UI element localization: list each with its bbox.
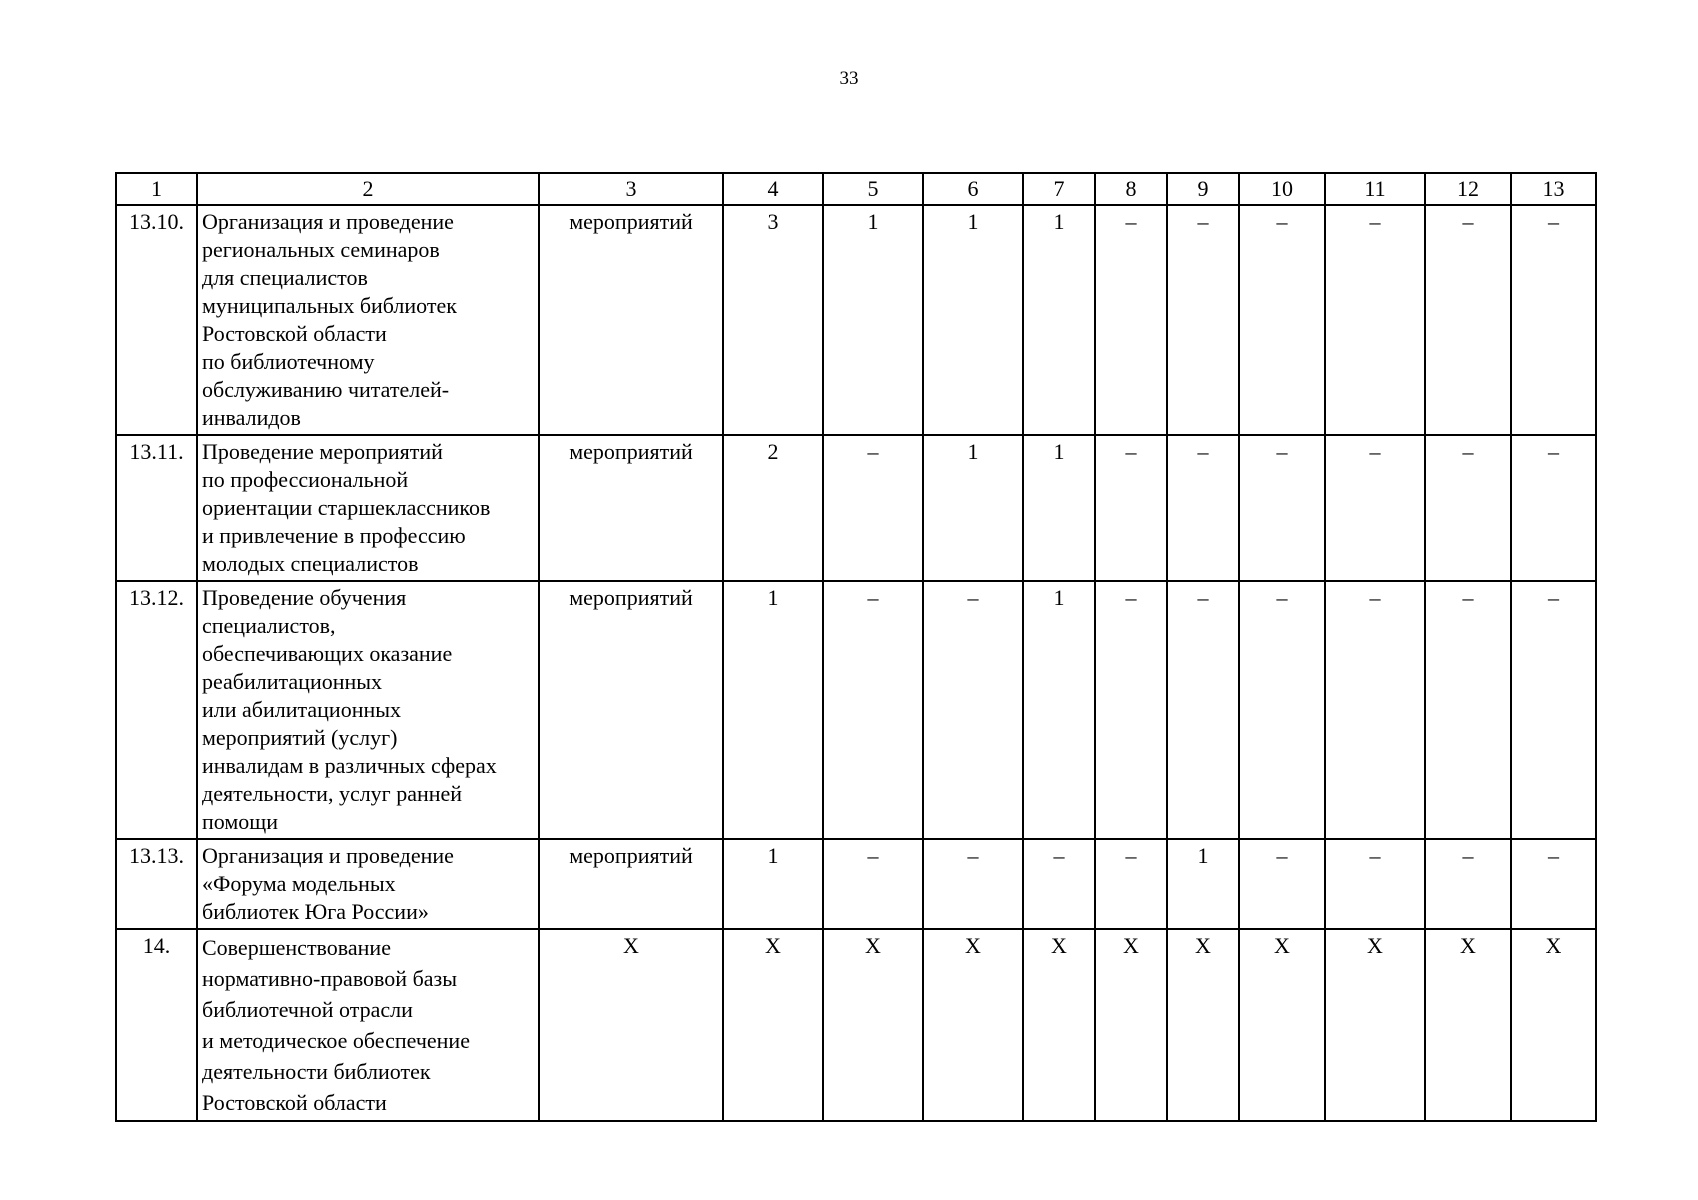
table-row: [116, 435, 1596, 581]
row-value: Х: [723, 929, 823, 1121]
row-name: [197, 839, 539, 929]
row-value: 1: [923, 205, 1023, 435]
row-name: [197, 929, 539, 1121]
row-value: –: [1425, 435, 1511, 581]
row-name-line: библиотечной отрасли: [202, 997, 413, 1022]
row-name-line: деятельности, услуг ранней: [202, 781, 463, 806]
row-name-line: молодых специалистов: [202, 551, 419, 576]
row-value: –: [1325, 435, 1425, 581]
column-header: 11: [1325, 173, 1425, 205]
row-value: 1: [1023, 581, 1095, 839]
row-value: Х: [1239, 929, 1325, 1121]
column-header: 1: [116, 173, 197, 205]
row-value: Х: [1095, 929, 1167, 1121]
row-value: –: [1167, 581, 1239, 839]
column-header: 3: [539, 173, 723, 205]
row-value: 2: [723, 435, 823, 581]
row-name-line: по профессиональной: [202, 467, 409, 492]
row-value: –: [1425, 839, 1511, 929]
row-value: –: [1095, 581, 1167, 839]
column-header: 4: [723, 173, 823, 205]
row-value: –: [1167, 205, 1239, 435]
row-value: Х: [823, 929, 923, 1121]
row-name-line: по библиотечному: [202, 349, 375, 374]
row-name-line: нормативно-правовой базы: [202, 966, 457, 991]
row-value: –: [1239, 435, 1325, 581]
row-value: –: [923, 581, 1023, 839]
row-value: 1: [1167, 839, 1239, 929]
table-row: [116, 205, 1596, 435]
row-name-line: библиотек Юга России»: [202, 899, 429, 924]
row-value: 1: [723, 581, 823, 839]
row-unit: мероприятий: [539, 581, 723, 839]
row-unit: мероприятий: [539, 435, 723, 581]
row-name-line: инвалидов: [202, 405, 301, 430]
row-value: 1: [823, 205, 923, 435]
row-name-line: и методическое обеспечение: [202, 1028, 470, 1053]
table-row: [116, 839, 1596, 929]
row-name: [197, 435, 539, 581]
row-value: 1: [723, 839, 823, 929]
row-name-line: мероприятий (услуг): [202, 725, 398, 750]
row-value: –: [1239, 839, 1325, 929]
row-value: Х: [1023, 929, 1095, 1121]
row-name-line: Совершенствование: [202, 935, 391, 960]
column-header: 5: [823, 173, 923, 205]
row-value: –: [923, 839, 1023, 929]
row-value: Х: [1167, 929, 1239, 1121]
row-value: Х: [923, 929, 1023, 1121]
row-name-line: инвалидам в различных сферах: [202, 753, 497, 778]
row-value: Х: [1511, 929, 1596, 1121]
row-name-line: Организация и проведение: [202, 843, 454, 868]
row-name-line: Ростовской области: [202, 321, 387, 346]
row-value: –: [1511, 435, 1596, 581]
row-value: –: [1511, 581, 1596, 839]
data-table: [115, 172, 1597, 1122]
column-header: 13: [1511, 173, 1596, 205]
row-value: 3: [723, 205, 823, 435]
row-name-line: деятельности библиотек: [202, 1059, 431, 1084]
page-number: 33: [839, 68, 859, 89]
row-value: –: [1167, 435, 1239, 581]
row-unit: мероприятий: [539, 839, 723, 929]
row-value: 1: [1023, 205, 1095, 435]
row-value: –: [1239, 205, 1325, 435]
row-number: 13.12.: [116, 581, 197, 839]
row-name-line: Проведение обучения: [202, 585, 407, 610]
table-row: [116, 581, 1596, 839]
row-unit: Х: [539, 929, 723, 1121]
row-value: –: [1425, 581, 1511, 839]
column-header: 2: [197, 173, 539, 205]
row-name-line: региональных семинаров: [202, 237, 440, 262]
row-name-line: «Форума модельных: [202, 871, 396, 896]
column-header: 7: [1023, 173, 1095, 205]
row-name: [197, 581, 539, 839]
row-value: –: [1511, 839, 1596, 929]
row-value: Х: [1425, 929, 1511, 1121]
row-value: Х: [1325, 929, 1425, 1121]
row-value: –: [1511, 205, 1596, 435]
row-name: [197, 205, 539, 435]
row-unit: мероприятий: [539, 205, 723, 435]
row-value: –: [1095, 205, 1167, 435]
row-value: –: [1325, 205, 1425, 435]
row-name-line: обслуживанию читателей-: [202, 377, 450, 402]
row-value: –: [1023, 839, 1095, 929]
row-number: 13.11.: [116, 435, 197, 581]
row-name-line: обеспечивающих оказание: [202, 641, 453, 666]
row-name-line: Ростовской области: [202, 1090, 387, 1115]
row-number: 13.13.: [116, 839, 197, 929]
row-name-line: реабилитационных: [202, 669, 383, 694]
row-value: –: [823, 581, 923, 839]
column-header: 12: [1425, 173, 1511, 205]
row-value: –: [823, 839, 923, 929]
row-value: –: [1325, 839, 1425, 929]
row-value: –: [1239, 581, 1325, 839]
column-header: 8: [1095, 173, 1167, 205]
row-value: –: [823, 435, 923, 581]
row-value: –: [1325, 581, 1425, 839]
column-header: 9: [1167, 173, 1239, 205]
row-name-line: специалистов,: [202, 613, 336, 638]
row-name-line: ориентации старшеклассников: [202, 495, 491, 520]
column-header: 10: [1239, 173, 1325, 205]
row-name-line: помощи: [202, 809, 278, 834]
row-value: –: [1095, 435, 1167, 581]
table-row: [116, 929, 1596, 1121]
row-number: 14.: [116, 929, 197, 1121]
row-name-line: Проведение мероприятий: [202, 439, 443, 464]
row-name-line: и привлечение в профессию: [202, 523, 466, 548]
row-value: –: [1095, 839, 1167, 929]
column-header: 6: [923, 173, 1023, 205]
row-value: 1: [923, 435, 1023, 581]
row-name-line: Организация и проведение: [202, 209, 454, 234]
row-name-line: муниципальных библиотек: [202, 293, 457, 318]
row-value: –: [1425, 205, 1511, 435]
table-body: [116, 205, 1596, 1121]
row-name-line: для специалистов: [202, 265, 368, 290]
header-row: [116, 173, 1596, 205]
row-name-line: или абилитационных: [202, 697, 402, 722]
row-number: 13.10.: [116, 205, 197, 435]
row-value: 1: [1023, 435, 1095, 581]
